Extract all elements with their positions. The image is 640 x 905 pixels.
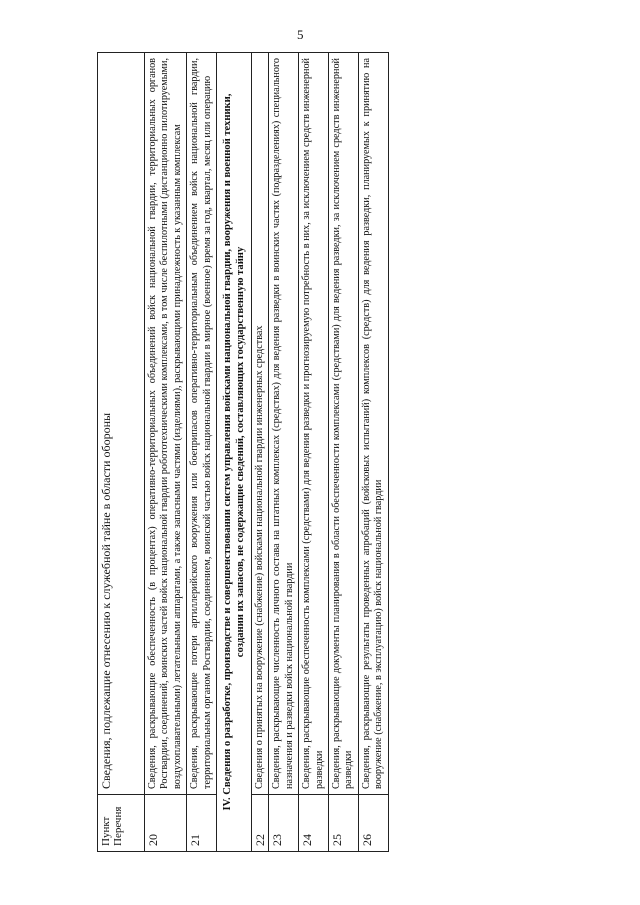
row-number: 25 [329, 795, 359, 852]
table-header-row [98, 53, 145, 852]
row-text: Сведения, раскрывающие документы планирования в области обеспеченности комплексами (средствами) для ведения разведки, за исключением средств инженерной разведки [329, 53, 359, 795]
table-row [329, 53, 359, 852]
header-item-number-line1: Пункт [100, 816, 112, 846]
table-row [358, 53, 388, 852]
section-heading-row [217, 53, 252, 852]
row-number: 22 [252, 795, 269, 852]
row-text: Сведения о принятых на вооружение (снабжение) войсками национальной гвардии инженерных средствах [252, 53, 269, 795]
row-number: 20 [145, 795, 187, 852]
table-row [299, 53, 329, 852]
header-item-number [98, 795, 145, 852]
header-description: Сведения, подлежащие отнесению к служебной тайне в области обороны [98, 53, 145, 795]
row-number: 26 [358, 795, 388, 852]
table-row [187, 53, 217, 852]
table-row [145, 53, 187, 852]
table-row [252, 53, 269, 852]
page-number: 5 [297, 27, 304, 42]
row-text: Сведения, раскрывающие численность личного состава на штатных комплексах (средствах) для ведения разведки в воинских частях (подразделениях) специального назначения и разведки войск национальной гвардии [269, 53, 299, 795]
row-number: 21 [187, 795, 217, 852]
section-heading: IV. Сведения о разработке, производстве и совершенствовании систем управления войсками национальной гвардии, вооружения и военной техники, создании их запасов, не содержащие сведений, составляющих государственную тайну [217, 53, 252, 852]
row-number: 23 [269, 795, 299, 852]
rotated-sheet [97, 52, 557, 852]
table-row [269, 53, 299, 852]
row-text: Сведения, раскрывающие обеспеченность комплексами (средствами) для ведения разведки и прогнозируемую потребность в них, за исключением средств инженерной разведки [299, 53, 329, 795]
table-frame [97, 52, 557, 852]
row-text: Сведения, раскрывающие потери артиллерийского вооружения или боеприпасов оперативно-территориальным объединением войск национальной гвардии, территориальным органом Росгвардии, соединением, воинской частью войск национальной гвардии в мирное (военное) время за год, квартал, месяц или операцию [187, 53, 217, 795]
row-text: Сведения, раскрывающие результаты проведенных апробаций (войсковых испытаний) комплексов (средств) для ведения разведки, планируемых к принятию на вооружение (снабжение, в эксплуатацию) войск национальной гвардии [358, 53, 388, 795]
row-text: Сведения, раскрывающие обеспеченность (в процентах) оперативно-территориальных объединений войск национальной гвардии, территориальных органов Росгвардии, соединений, воинских частей войск национальной гвардии робототехническими комплексами, в том числе беспилотными (дистанционно пилотируемыми, воздухоплавательными) летательными аппаратами, а также запасными частями (изделиями), раскрывающими принадлежность к указанным комплексам [145, 53, 187, 795]
header-item-number-line2: Перечня [112, 806, 124, 846]
perechen-table [97, 52, 389, 852]
row-number: 24 [299, 795, 329, 852]
